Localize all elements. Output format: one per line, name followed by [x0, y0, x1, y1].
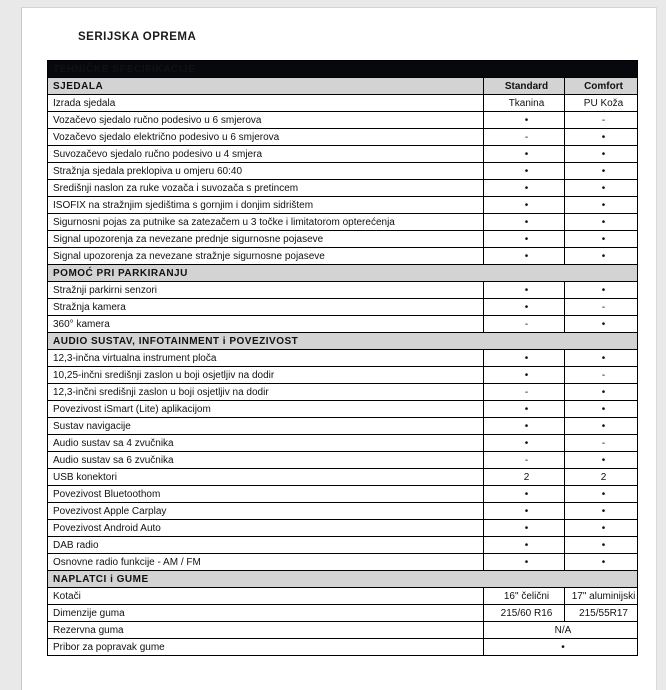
- feature-label: Signal upozorenja za nevezane stražnje sigurnosne pojaseve: [48, 248, 484, 265]
- standard-value: 2: [484, 469, 565, 486]
- feature-row: [48, 486, 638, 503]
- standard-value: •: [484, 537, 565, 554]
- standard-value: •: [484, 248, 565, 265]
- comfort-value: •: [565, 248, 638, 265]
- feature-row: [48, 384, 638, 401]
- table-title-band-row: [48, 61, 638, 78]
- feature-label: 10,25-inčni središnji zaslon u boji osjetljiv na dodir: [48, 367, 484, 384]
- section-header-row: [48, 265, 638, 282]
- feature-row: [48, 231, 638, 248]
- feature-row: [48, 350, 638, 367]
- doc-title: SERIJSKA OPREMA: [78, 31, 197, 43]
- feature-row: [48, 418, 638, 435]
- feature-row: [48, 520, 638, 537]
- standard-value: •: [484, 520, 565, 537]
- comfort-value: PU Koža: [565, 95, 638, 112]
- comfort-value: •: [565, 452, 638, 469]
- comfort-value: •: [565, 554, 638, 571]
- standard-value: 16" čelični: [484, 588, 565, 605]
- standard-value: •: [484, 197, 565, 214]
- comfort-value: •: [565, 214, 638, 231]
- comfort-value: •: [565, 503, 638, 520]
- feature-label: Povezivost iSmart (Lite) aplikacijom: [48, 401, 484, 418]
- feature-row: [48, 112, 638, 129]
- comfort-value: •: [565, 537, 638, 554]
- comfort-value: -: [565, 435, 638, 452]
- section-header-row: [48, 571, 638, 588]
- table-title: TEHNIČKE SPECIFIKACIJE: [48, 61, 638, 78]
- standard-value: •: [484, 435, 565, 452]
- standard-value: •: [484, 401, 565, 418]
- shared-value: •: [484, 639, 638, 656]
- standard-value: •: [484, 146, 565, 163]
- feature-row: [48, 180, 638, 197]
- feature-label: Vozačevo sjedalo električno podesivo u 6 smjerova: [48, 129, 484, 146]
- feature-row: [48, 554, 638, 571]
- comfort-value: •: [565, 350, 638, 367]
- comfort-value: •: [565, 520, 638, 537]
- feature-label: Povezivost Android Auto: [48, 520, 484, 537]
- feature-row: [48, 452, 638, 469]
- comfort-value: •: [565, 282, 638, 299]
- feature-label: Povezivost Bluetoothom: [48, 486, 484, 503]
- standard-value: •: [484, 231, 565, 248]
- standard-value: •: [484, 299, 565, 316]
- feature-label: Središnji naslon za ruke vozača i suvozača s pretincem: [48, 180, 484, 197]
- feature-row: [48, 622, 638, 639]
- feature-row: [48, 282, 638, 299]
- feature-row: [48, 214, 638, 231]
- comfort-value: •: [565, 231, 638, 248]
- feature-label: USB konektori: [48, 469, 484, 486]
- column-header-comfort: Comfort: [565, 78, 638, 95]
- feature-row: [48, 503, 638, 520]
- feature-label: Stražnji parkirni senzori: [48, 282, 484, 299]
- comfort-value: -: [565, 299, 638, 316]
- feature-row: [48, 248, 638, 265]
- feature-row: [48, 367, 638, 384]
- standard-value: •: [484, 214, 565, 231]
- comfort-value: 215/55R17: [565, 605, 638, 622]
- standard-value: •: [484, 503, 565, 520]
- section-name: AUDIO SUSTAV, INFOTAINMENT i POVEZIVOST: [48, 333, 638, 350]
- feature-row: [48, 639, 638, 656]
- feature-label: Stražnja kamera: [48, 299, 484, 316]
- standard-value: -: [484, 316, 565, 333]
- feature-row: [48, 435, 638, 452]
- spec-table-body: [48, 78, 638, 656]
- section-name: SJEDALA: [48, 78, 484, 95]
- comfort-value: •: [565, 146, 638, 163]
- standard-value: 215/60 R16: [484, 605, 565, 622]
- standard-value: •: [484, 163, 565, 180]
- comfort-value: -: [565, 112, 638, 129]
- feature-row: [48, 299, 638, 316]
- feature-label: Audio sustav sa 6 zvučnika: [48, 452, 484, 469]
- document-page: [21, 7, 657, 690]
- standard-value: •: [484, 418, 565, 435]
- standard-value: Tkanina: [484, 95, 565, 112]
- feature-label: Audio sustav sa 4 zvučnika: [48, 435, 484, 452]
- comfort-value: 17" aluminijski: [565, 588, 638, 605]
- feature-row: [48, 605, 638, 622]
- standard-value: •: [484, 367, 565, 384]
- standard-value: -: [484, 129, 565, 146]
- standard-value: •: [484, 554, 565, 571]
- section-name: NAPLATCI i GUME: [48, 571, 638, 588]
- feature-label: ISOFIX na stražnjim sjedištima s gornjim i donjim sidrištem: [48, 197, 484, 214]
- comfort-value: •: [565, 486, 638, 503]
- feature-row: [48, 401, 638, 418]
- comfort-value: •: [565, 129, 638, 146]
- feature-label: Izrada sjedala: [48, 95, 484, 112]
- standard-value: -: [484, 452, 565, 469]
- feature-label: Vozačevo sjedalo ručno podesivo u 6 smjerova: [48, 112, 484, 129]
- comfort-value: •: [565, 418, 638, 435]
- feature-row: [48, 537, 638, 554]
- feature-row: [48, 129, 638, 146]
- feature-row: [48, 95, 638, 112]
- comfort-value: •: [565, 401, 638, 418]
- feature-label: 12,3-inčna virtualna instrument ploča: [48, 350, 484, 367]
- standard-value: -: [484, 384, 565, 401]
- feature-row: [48, 316, 638, 333]
- feature-row: [48, 197, 638, 214]
- feature-label: Povezivost Apple Carplay: [48, 503, 484, 520]
- feature-row: [48, 469, 638, 486]
- section-header-row: [48, 78, 638, 95]
- standard-value: •: [484, 486, 565, 503]
- comfort-value: 2: [565, 469, 638, 486]
- comfort-value: •: [565, 197, 638, 214]
- feature-label: Osnovne radio funkcije - AM / FM: [48, 554, 484, 571]
- feature-row: [48, 163, 638, 180]
- comfort-value: •: [565, 163, 638, 180]
- feature-label: Pribor za popravak gume: [48, 639, 484, 656]
- standard-value: •: [484, 282, 565, 299]
- feature-label: Stražnja sjedala preklopiva u omjeru 60:40: [48, 163, 484, 180]
- feature-label: Signal upozorenja za nevezane prednje sigurnosne pojaseve: [48, 231, 484, 248]
- feature-row: [48, 588, 638, 605]
- comfort-value: •: [565, 316, 638, 333]
- feature-label: Suvozačevo sjedalo ručno podesivo u 4 smjera: [48, 146, 484, 163]
- feature-label: Sigurnosni pojas za putnike sa zatezačem u 3 točke i limitatorom opterećenja: [48, 214, 484, 231]
- standard-value: •: [484, 112, 565, 129]
- section-header-row: [48, 333, 638, 350]
- section-name: POMOĆ PRI PARKIRANJU: [48, 265, 638, 282]
- feature-label: Rezervna guma: [48, 622, 484, 639]
- comfort-value: •: [565, 384, 638, 401]
- standard-value: •: [484, 180, 565, 197]
- feature-label: 12,3-inčni središnji zaslon u boji osjetljiv na dodir: [48, 384, 484, 401]
- spec-table: [47, 60, 638, 656]
- feature-label: DAB radio: [48, 537, 484, 554]
- feature-label: 360° kamera: [48, 316, 484, 333]
- feature-label: Sustav navigacije: [48, 418, 484, 435]
- comfort-value: -: [565, 367, 638, 384]
- shared-value: N/A: [484, 622, 638, 639]
- feature-label: Dimenzije guma: [48, 605, 484, 622]
- column-header-standard: Standard: [484, 78, 565, 95]
- feature-row: [48, 146, 638, 163]
- comfort-value: •: [565, 180, 638, 197]
- feature-label: Kotači: [48, 588, 484, 605]
- standard-value: •: [484, 350, 565, 367]
